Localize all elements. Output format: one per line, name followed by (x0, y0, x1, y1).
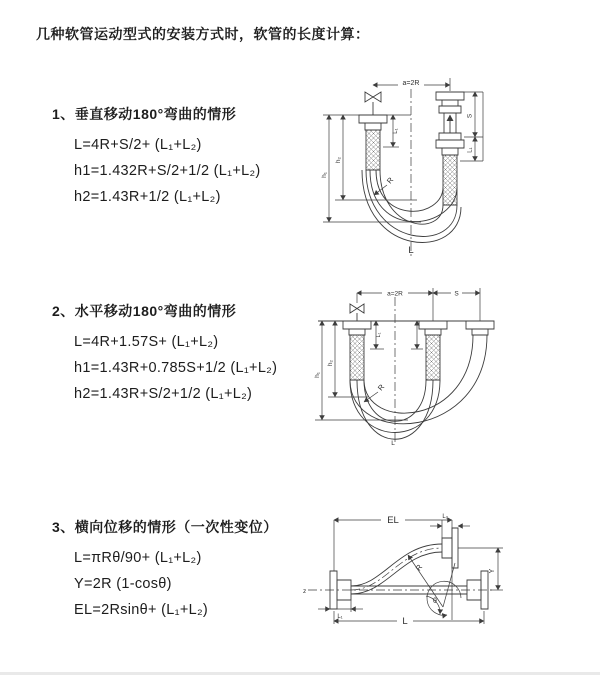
dim-label-l: L (391, 440, 395, 447)
dim-label-r: R (375, 382, 387, 393)
dim-label-h1: h₁ (314, 372, 321, 378)
diagram-vertical-180-bend (315, 75, 600, 260)
hose-assembly (318, 297, 494, 445)
upper-flange (442, 528, 458, 568)
formula-line: L=4R+S/2+ (L₁+L₂) (74, 137, 202, 153)
dim-label-l: L (408, 245, 414, 256)
section-lateral-displacement (52, 517, 278, 623)
dim-label-l1-left: L₁ (393, 128, 399, 134)
formula-line: Y=2R (1-cosθ) (74, 576, 172, 592)
page-title: 几种软管运动型式的安装方式时，软管的长度计算： (36, 26, 370, 42)
section-1-heading: 1、垂直移动180°弯曲的情形 (52, 106, 237, 122)
formula-line: h1=1.432R+S/2+1/2 (L₁+L₂) (74, 163, 261, 179)
dim-label-theta: θ (433, 598, 437, 605)
section-vertical-bend (52, 104, 261, 210)
dimension-lines (315, 288, 480, 421)
middle-fitting (419, 321, 447, 380)
dim-label-h1: h₁ (321, 172, 328, 178)
section-horizontal-bend (52, 301, 277, 407)
dim-label-r: R (413, 562, 425, 573)
axis-symbol: z (303, 588, 307, 595)
hose-s-curve (351, 544, 442, 594)
formula-line: L=4R+1.57S+ (L₁+L₂) (74, 334, 219, 350)
dim-label-h2: h₂ (335, 156, 342, 164)
dim-label-l1: L₁ (376, 332, 382, 338)
dim-label-l: L (402, 616, 408, 627)
dim-label-s: S (466, 113, 474, 119)
dim-label-y: Y (489, 568, 496, 574)
dim-label-el: EL (387, 515, 399, 526)
valve-icon (365, 92, 381, 115)
dim-label-a2r: a=2R (387, 290, 403, 298)
right-fitting (436, 92, 464, 205)
formula-line: h1=1.43R+0.785S+1/2 (L₁+L₂) (74, 360, 278, 376)
dim-label-l2: L₂ (442, 514, 448, 520)
dim-label-l1-right: L₁ (467, 147, 474, 153)
formula-line: h2=1.43R+1/2 (L₁+L₂) (74, 189, 221, 205)
hose-u-bend (350, 335, 487, 439)
dimension-lines (318, 513, 503, 625)
left-fitting (359, 115, 387, 170)
dim-label-a2r: a=2R (402, 80, 420, 87)
dim-label-r: R (384, 175, 396, 186)
diagram-lateral-displacement (300, 505, 600, 660)
section-2-heading: 2、水平移动180°弯曲的情形 (52, 303, 237, 319)
formula-line: h2=1.43R+S/2+1/2 (L₁+L₂) (74, 386, 253, 402)
left-fitting (343, 321, 371, 380)
dim-label-h2: h₂ (327, 359, 334, 367)
right-fitting (466, 321, 494, 335)
diagram-horizontal-180-bend (310, 285, 600, 450)
section-3-heading: 3、横向位移的情形（一次性变位） (52, 519, 278, 535)
formula-line: L=πRθ/90+ (L₁+L₂) (74, 550, 202, 566)
valve-icon (350, 304, 364, 321)
formula-line: EL=2Rsinθ+ (L₁+L₂) (74, 602, 209, 618)
hose-assembly (359, 89, 464, 257)
dim-label-l1: L₁ (337, 614, 343, 620)
hose-assembly (308, 528, 495, 615)
dim-label-s: S (454, 290, 459, 298)
